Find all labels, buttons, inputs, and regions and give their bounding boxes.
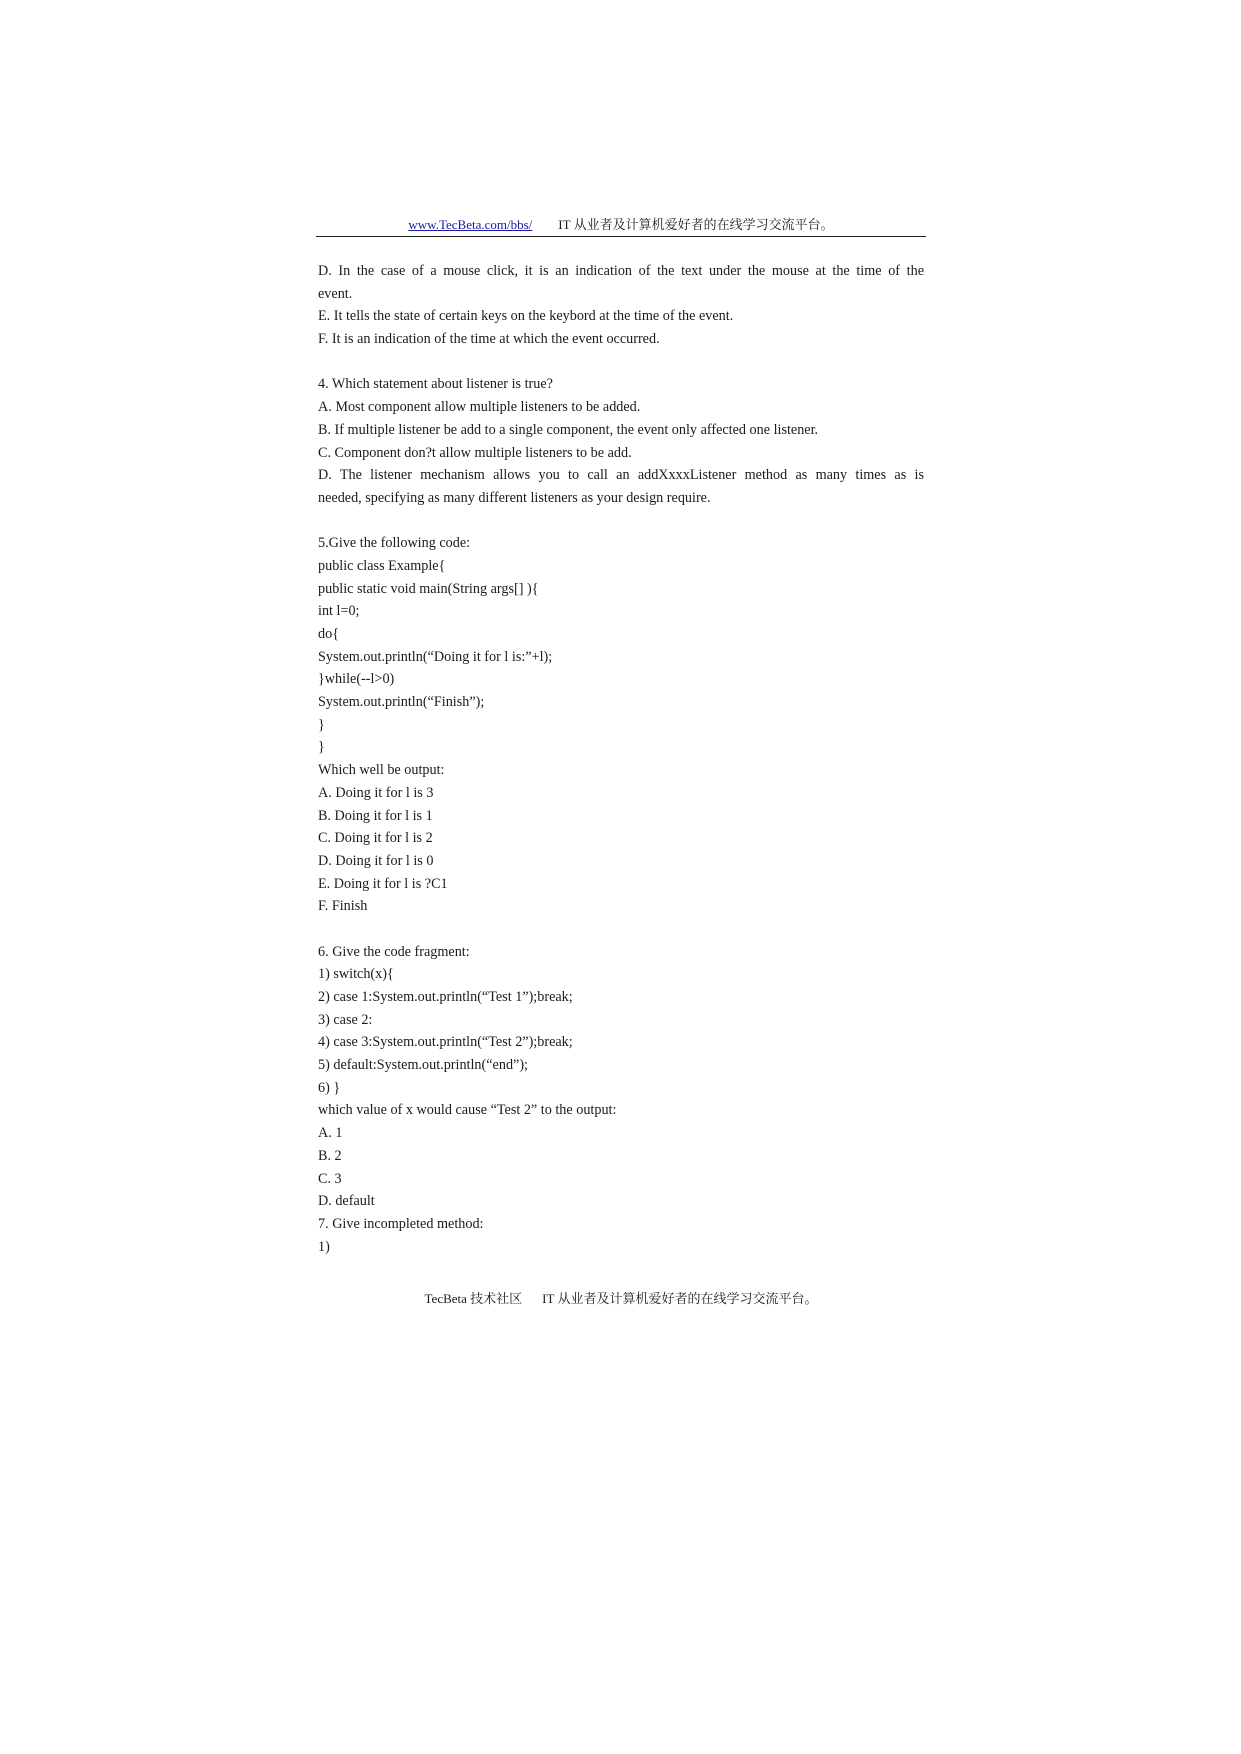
- page-footer: [316, 1290, 926, 1308]
- q5-code-line: }while(--l>0): [318, 671, 395, 688]
- footer-brand: TecBeta 技术社区: [424, 1291, 523, 1306]
- q5-code-line: public static void main(String args[] ){: [318, 580, 539, 597]
- q5-prompt: Which well be output:: [318, 762, 445, 779]
- q7-line: 1): [318, 1238, 330, 1255]
- document-body: [318, 260, 924, 1258]
- page-header: [316, 216, 926, 237]
- q3-option-f: F. It is an indication of the time at which the event occurred.: [318, 331, 660, 348]
- q6-code-line: 1) switch(x){: [318, 966, 394, 983]
- q5-option: C. Doing it for l is 2: [318, 830, 433, 847]
- q6-option: D. default: [318, 1193, 375, 1210]
- paragraph-gap: [318, 510, 924, 533]
- header-link[interactable]: www.TecBeta.com/bbs/: [408, 217, 533, 232]
- q3-option-d-line2: event.: [318, 285, 353, 302]
- footer-tagline: IT 从业者及计算机爱好者的在线学习交流平台。: [542, 1291, 818, 1306]
- q5-option: F. Finish: [318, 898, 368, 915]
- q5-code-line: }: [318, 716, 325, 733]
- q6-question: 6. Give the code fragment:: [318, 943, 470, 960]
- header-tagline: IT 从业者及计算机爱好者的在线学习交流平台。: [558, 217, 834, 232]
- q4-option-c: C. Component don?t allow multiple listeners to be add.: [318, 444, 632, 461]
- q5-code-line: do{: [318, 626, 339, 642]
- paragraph-gap: [318, 918, 924, 941]
- q6-prompt: which value of x would cause “Test 2” to the output:: [318, 1102, 617, 1119]
- q6-option: A. 1: [318, 1125, 343, 1142]
- q4-option-d-line2: needed, specifying as many different listeners as your design require.: [318, 489, 711, 506]
- q5-option: B. Doing it for l is 1: [318, 807, 433, 824]
- q3-option-e: E. It tells the state of certain keys on the keybord at the time of the event.: [318, 308, 734, 325]
- q6-option: B. 2: [318, 1147, 342, 1164]
- q6-code-line: 6) }: [318, 1079, 341, 1096]
- q5-code-line: }: [318, 739, 325, 756]
- q6-code-line: 3) case 2:: [318, 1011, 373, 1028]
- q5-code-line: int l=0;: [318, 603, 360, 620]
- paragraph-gap: [318, 351, 924, 374]
- q5-code-line: System.out.println(“Doing it for l is:”+l);: [318, 648, 553, 665]
- q4-question: 4. Which statement about listener is true?: [318, 376, 553, 393]
- q6-code-line: 2) case 1:System.out.println(“Test 1”);break;: [318, 989, 573, 1005]
- q6-code-line: 5) default:System.out.println(“end”);: [318, 1057, 528, 1074]
- q5-option: D. Doing it for l is 0: [318, 852, 434, 869]
- q5-option: A. Doing it for l is 3: [318, 784, 434, 801]
- q5-code-line: System.out.println(“Finish”);: [318, 694, 485, 711]
- q5-question: 5.Give the following code:: [318, 535, 471, 552]
- q6-option: C. 3: [318, 1170, 342, 1187]
- q4-option-b: B. If multiple listener be add to a single component, the event only affected one listener.: [318, 421, 819, 438]
- q5-option: E. Doing it for l is ?C1: [318, 875, 448, 892]
- q7-question: 7. Give incompleted method:: [318, 1215, 484, 1232]
- q4-option-d-line1: D. The listener mechanism allows you to call an addXxxxListener method as many times as is: [318, 467, 924, 484]
- q4-option-a: A. Most component allow multiple listeners to be added.: [318, 399, 641, 416]
- q5-code-line: public class Example{: [318, 557, 446, 574]
- q6-code-line: 4) case 3:System.out.println(“Test 2”);break;: [318, 1034, 573, 1051]
- q3-option-d-line1: D. In the case of a mouse click, it is an indication of the text under the mouse at the time of the: [318, 263, 924, 279]
